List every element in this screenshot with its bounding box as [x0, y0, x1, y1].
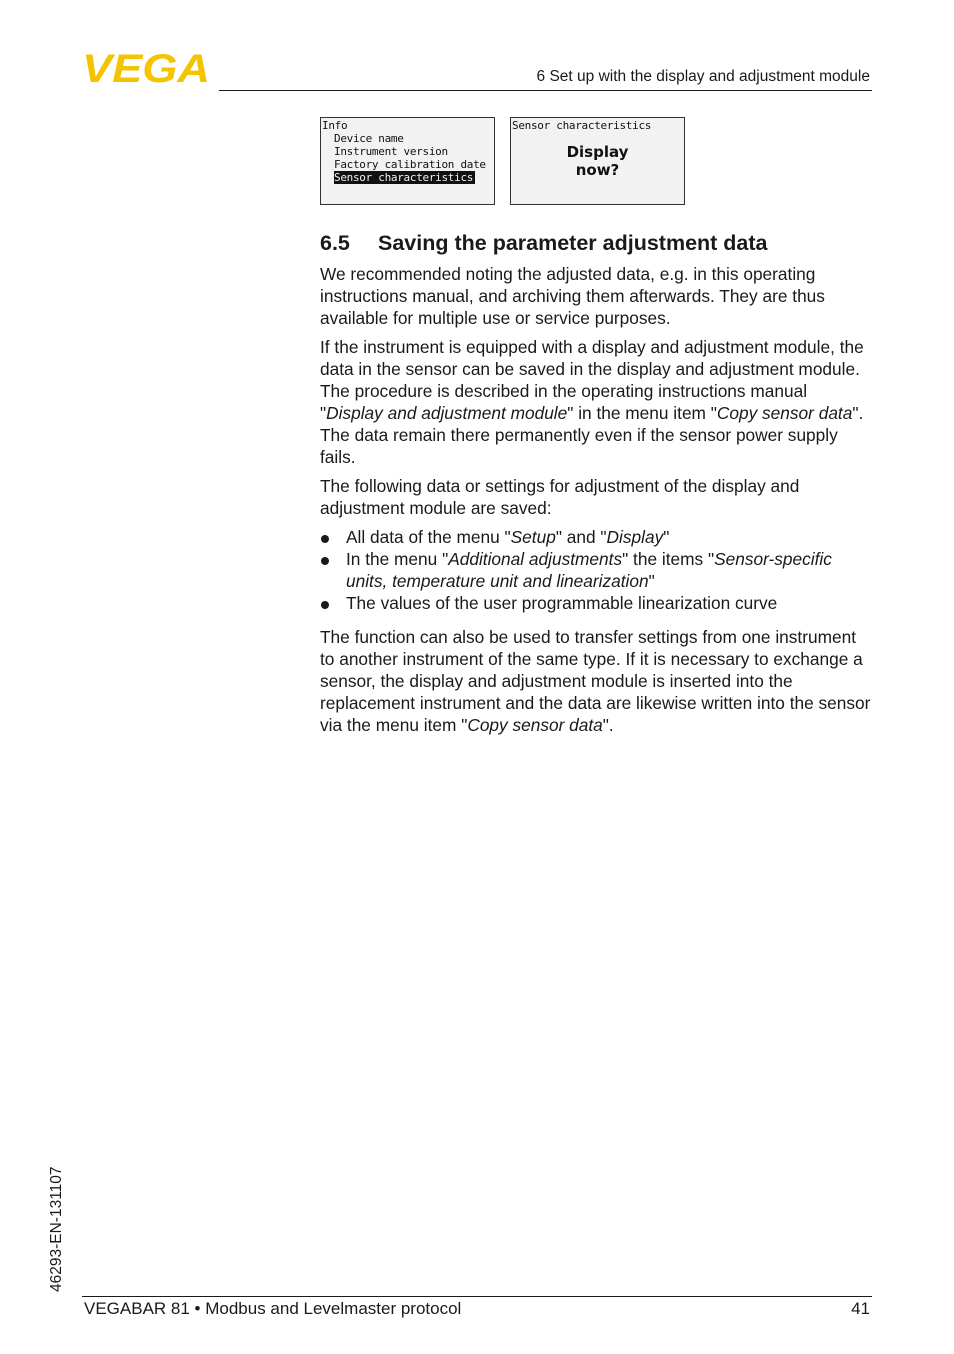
- section-title: Saving the parameter adjustment data: [378, 231, 768, 255]
- info-menu-screen: [320, 117, 495, 205]
- footer-divider: [82, 1296, 872, 1297]
- vega-logo: [82, 52, 212, 84]
- footer-title: VEGABAR 81 • Modbus and Levelmaster protocol: [84, 1299, 462, 1318]
- bullet-icon: [321, 535, 329, 543]
- list-item: In the menu "Additional adjustments" the items "Sensor-specific units, temperature unit and linearization": [320, 548, 872, 592]
- saved-items-list: [320, 526, 872, 614]
- section-content: [320, 228, 872, 743]
- screen-title: Sensor characteristics: [512, 119, 652, 132]
- svg-text:VEGA: VEGA: [82, 52, 210, 84]
- paragraph-2: If the instrument is equipped with a display and adjustment module, the data in the sensor can be saved in the display and adjustment module. The procedure is described in the operating instructions manual "Display and adjustment module" in the menu item "Copy sensor data". The data remain there permanently even if the sensor power supply fails.: [320, 337, 864, 467]
- section-number: 6.5: [320, 231, 350, 255]
- list-item: All data of the menu "Setup" and "Display": [320, 526, 872, 548]
- menu-item-factory-calibration: Factory calibration date: [334, 158, 486, 171]
- menu-list: [334, 132, 486, 184]
- sensor-characteristics-screen: [510, 117, 685, 205]
- screen-title: Info: [322, 119, 348, 132]
- menu-item-device-name: Device name: [334, 132, 404, 145]
- header-divider: [219, 90, 872, 91]
- bullet-icon: [321, 557, 329, 565]
- document-code: 46293-EN-131107: [48, 1166, 65, 1292]
- menu-item-sensor-characteristics: Sensor characteristics: [334, 171, 474, 184]
- list-item: The values of the user programmable linearization curve: [320, 592, 872, 614]
- section-heading: [320, 228, 872, 258]
- paragraph-1: We recommended noting the adjusted data, e.g. in this operating instructions manual, and archiving them afterwards. They are thus available for multiple use or service purposes.: [320, 264, 825, 328]
- menu-item-instrument-version: Instrument version: [334, 145, 448, 158]
- display-prompt: Display now?: [566, 143, 629, 179]
- chapter-header: 6 Set up with the display and adjustment module: [536, 68, 870, 85]
- paragraph-4: The function can also be used to transfer settings from one instrument to another instrument of the same type. If it is necessary to exchange a sensor, the display and adjustment module is inserted into the replacement instrument and the data are likewise written into the sensor via the menu item "Copy sensor data".: [320, 627, 871, 735]
- bullet-icon: [321, 601, 329, 609]
- page-number: 41: [851, 1299, 870, 1318]
- paragraph-3: The following data or settings for adjustment of the display and adjustment module are saved:: [320, 476, 800, 518]
